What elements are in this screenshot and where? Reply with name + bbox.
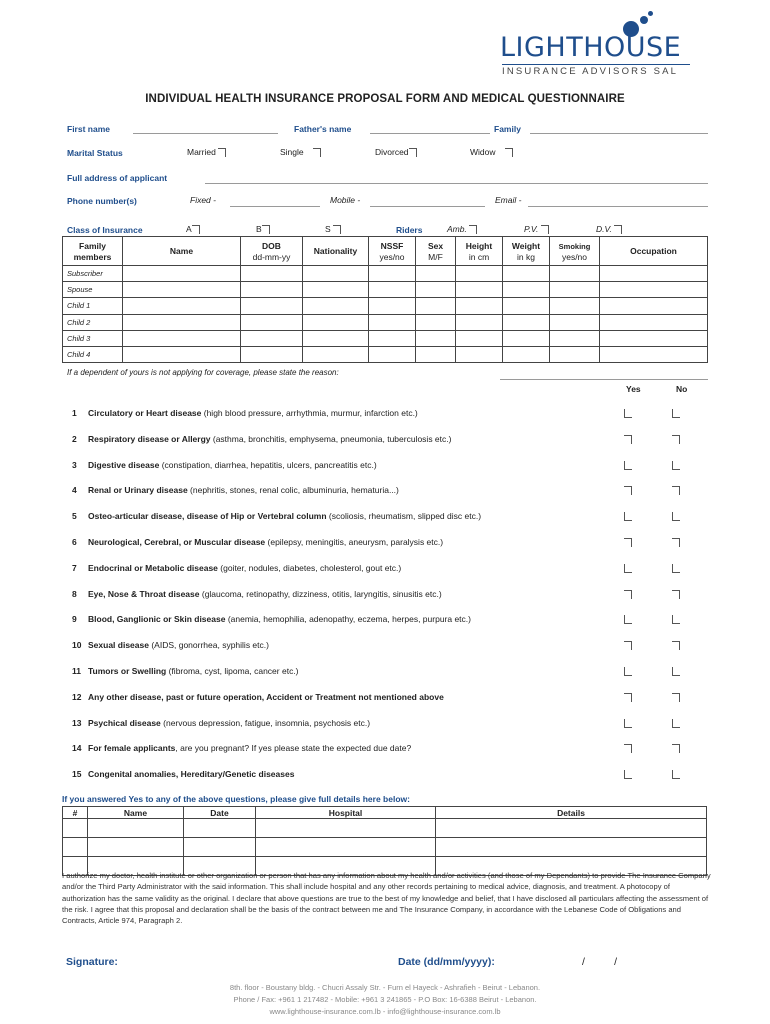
logo xyxy=(500,8,700,78)
class-b-checkbox[interactable] xyxy=(262,225,270,234)
single-option[interactable] xyxy=(280,147,321,157)
question-no-checkbox[interactable] xyxy=(672,590,680,599)
family-row[interactable] xyxy=(63,330,708,346)
family-cell[interactable] xyxy=(550,346,600,362)
question-yes-checkbox[interactable] xyxy=(624,770,632,779)
family-cell[interactable] xyxy=(303,298,369,314)
question-number: 13 xyxy=(72,717,82,728)
question-title: Osteo-articular disease, disease of Hip or Vertebral column xyxy=(88,511,327,522)
first-name-label: First name xyxy=(67,124,110,134)
family-row[interactable] xyxy=(63,346,708,362)
married-checkbox[interactable] xyxy=(218,148,226,157)
question-title: Digestive disease xyxy=(88,459,160,470)
family-member-label: Subscriber xyxy=(63,266,123,282)
question-number: 10 xyxy=(72,640,82,651)
question-yes-checkbox[interactable] xyxy=(624,512,632,521)
question-number: 9 xyxy=(72,614,77,625)
question-details: (AIDS, gonorrhea, syphilis etc.) xyxy=(148,640,269,651)
col-hash: # xyxy=(63,807,88,819)
email-field[interactable] xyxy=(528,206,708,207)
question-item xyxy=(72,743,411,753)
question-details: (asthma, bronchitis, emphysema, pneumonia, tuberculosis etc.) xyxy=(210,433,452,444)
question-yes-checkbox[interactable] xyxy=(624,486,632,495)
family-cell[interactable] xyxy=(600,282,708,298)
header-smoking-sub: yes/no xyxy=(561,251,588,262)
question-details: (high blood pressure, arrhythmia, murmur, infarction etc.) xyxy=(201,408,418,418)
question-details: (anemia, hemophilia, adenopathy, eczema, herpes, purpura etc.) xyxy=(225,614,471,625)
family-cell[interactable] xyxy=(600,266,708,282)
question-item xyxy=(72,666,299,676)
declaration-text: I authorize my doctor, health institute or other organization or person that has any information about my health and/or activities (and those of my Dependants) to provide The Insurance Company and/or the Third Party Administrator with the said information. This shall include hospital and any other records pertaining to medical advice, diagnosis, and treatment. A photocopy of authorization has the same validity as the original. I declare that above questions are true to the best of my knowledge and belief, that I have disclosed all particulars affecting the assessment of the risk. I agree that this proposal and declaration shall be the basis of the contract between me and The Insurance Company, in accordance with the Lebanese Code of Obligations and Contracts, Article 974, Paragraph 2. xyxy=(62,871,711,926)
question-yes-checkbox[interactable] xyxy=(624,615,632,624)
family-cell[interactable] xyxy=(416,314,456,330)
divorced-option[interactable] xyxy=(375,147,417,157)
question-yes-checkbox[interactable] xyxy=(624,641,632,650)
logo-subtitle: INSURANCE ADVISORS SAL xyxy=(502,66,679,77)
question-details: (scoliosis, rheumatism, slipped disc etc.) xyxy=(326,511,482,522)
footer-contact: Phone / Fax: +961 1 217482 - Mobile: +961 3 241865 - P.O Box: 16-6388 Beirut - Lebanon. xyxy=(233,995,537,1004)
family-cell[interactable] xyxy=(241,346,303,362)
family-cell[interactable] xyxy=(503,298,550,314)
details-table xyxy=(62,806,707,876)
pv-label: P.V. xyxy=(524,224,539,234)
header-members: members xyxy=(73,251,112,262)
question-yes-checkbox[interactable] xyxy=(624,719,632,728)
family-member-label: Child 1 xyxy=(63,298,123,314)
widow-checkbox[interactable] xyxy=(505,148,513,157)
question-title: Respiratory disease or Allergy xyxy=(88,433,211,444)
class-label: Class of Insurance xyxy=(67,225,143,235)
riders-label: Riders xyxy=(396,225,423,235)
family-cell[interactable] xyxy=(550,314,600,330)
footer-web: www.lighthouse-insurance.com.lb - info@lighthouse-insurance.com.lb xyxy=(269,1007,501,1016)
full-address-field[interactable] xyxy=(205,183,708,184)
family-cell[interactable] xyxy=(369,346,416,362)
family-cell[interactable] xyxy=(550,266,600,282)
family-cell[interactable] xyxy=(550,298,600,314)
col-weight xyxy=(503,237,550,266)
family-row[interactable] xyxy=(63,314,708,330)
header-sex-sub: M/F xyxy=(428,251,443,262)
col-detail-name: Name xyxy=(88,807,184,819)
details-row[interactable] xyxy=(63,819,707,838)
dv-option[interactable] xyxy=(596,224,622,234)
family-row[interactable] xyxy=(63,298,708,314)
family-cell[interactable] xyxy=(303,330,369,346)
question-item xyxy=(72,563,401,573)
header-height-sub: in cm xyxy=(468,251,490,262)
question-no-checkbox[interactable] xyxy=(672,538,680,547)
fixed-field[interactable] xyxy=(230,206,320,207)
logo-dot-small xyxy=(648,11,653,16)
details-row[interactable] xyxy=(63,838,707,857)
question-item xyxy=(72,640,269,650)
family-members-table xyxy=(62,236,708,363)
class-s-option[interactable] xyxy=(325,224,341,234)
question-details: (goiter, nodules, diabetes, cholesterol, gout etc.) xyxy=(217,562,402,573)
married-option[interactable] xyxy=(187,147,226,157)
question-number: 7 xyxy=(72,562,77,573)
family-cell[interactable] xyxy=(123,282,241,298)
question-yes-checkbox[interactable] xyxy=(624,693,632,702)
family-member-label: Child 4 xyxy=(63,346,123,362)
single-checkbox[interactable] xyxy=(313,148,321,157)
marital-status-label: Marital Status xyxy=(67,148,123,158)
question-no-checkbox[interactable] xyxy=(672,719,680,728)
question-details: (nephritis, stones, renal colic, albuminuria, hematuria...) xyxy=(187,485,399,496)
first-name-field[interactable] xyxy=(133,133,278,134)
amb-label: Amb. xyxy=(447,224,467,234)
family-cell[interactable] xyxy=(303,266,369,282)
date-label: Date (dd/mm/yyyy): xyxy=(398,956,495,968)
col-nationality: Nationality xyxy=(303,237,369,266)
single-label: Single xyxy=(280,147,304,157)
amb-checkbox[interactable] xyxy=(469,225,477,234)
form-title: INDIVIDUAL HEALTH INSURANCE PROPOSAL FORM AND MEDICAL QUESTIONNAIRE xyxy=(145,93,625,105)
col-detail-hospital: Hospital xyxy=(256,807,436,819)
question-title: Endocrinal or Metabolic disease xyxy=(88,562,218,573)
family-cell[interactable] xyxy=(503,282,550,298)
no-header: No xyxy=(676,384,688,394)
family-cell[interactable] xyxy=(456,266,503,282)
question-details: (epilepsy, meningitis, aneurysm, paralysis etc.) xyxy=(265,537,444,547)
family-cell[interactable] xyxy=(416,298,456,314)
question-no-checkbox[interactable] xyxy=(672,641,680,650)
question-item xyxy=(72,718,370,728)
question-no-checkbox[interactable] xyxy=(672,770,680,779)
family-cell[interactable] xyxy=(369,282,416,298)
col-sex xyxy=(416,237,456,266)
question-no-checkbox[interactable] xyxy=(672,435,680,444)
family-cell[interactable] xyxy=(600,298,708,314)
class-a-option[interactable] xyxy=(186,224,200,234)
family-cell[interactable] xyxy=(550,330,600,346)
fathers-name-label: Father's name xyxy=(294,124,352,134)
col-smoking xyxy=(550,237,600,266)
family-cell[interactable] xyxy=(241,314,303,330)
question-no-checkbox[interactable] xyxy=(672,667,680,676)
family-cell[interactable] xyxy=(503,266,550,282)
header-family: Family xyxy=(79,240,106,251)
question-yes-checkbox[interactable] xyxy=(624,435,632,444)
question-item xyxy=(72,614,471,624)
family-cell[interactable] xyxy=(369,298,416,314)
family-label: Family xyxy=(494,124,521,134)
question-no-checkbox[interactable] xyxy=(672,486,680,495)
family-cell[interactable] xyxy=(416,330,456,346)
question-no-checkbox[interactable] xyxy=(672,615,680,624)
family-cell[interactable] xyxy=(503,314,550,330)
family-cell[interactable] xyxy=(600,330,708,346)
family-cell[interactable] xyxy=(503,346,550,362)
question-details: (glaucoma, retinopathy, dizziness, otitis, laryngitis, sinusitis etc.) xyxy=(199,588,442,599)
family-cell[interactable] xyxy=(503,330,550,346)
full-address-label: Full address of applicant xyxy=(67,173,168,183)
question-no-checkbox[interactable] xyxy=(672,744,680,753)
family-member-label: Child 2 xyxy=(63,314,123,330)
question-number: 14 xyxy=(72,743,82,754)
header-dob-format: dd-mm-yy xyxy=(252,251,291,262)
family-cell[interactable] xyxy=(303,314,369,330)
family-cell[interactable] xyxy=(369,314,416,330)
family-cell[interactable] xyxy=(456,314,503,330)
family-cell[interactable] xyxy=(123,314,241,330)
question-item xyxy=(72,589,442,599)
married-label: Married xyxy=(187,147,216,157)
class-s-label: S xyxy=(325,224,331,234)
question-item xyxy=(72,537,443,547)
family-cell[interactable] xyxy=(303,282,369,298)
col-nssf xyxy=(369,237,416,266)
widow-option[interactable] xyxy=(470,147,513,157)
header-nssf: NSSF xyxy=(380,240,404,251)
dependent-note: If a dependent of yours is not applying for coverage, please state the reason: xyxy=(67,368,339,377)
dv-label: D.V. xyxy=(596,224,612,234)
col-name: Name xyxy=(123,237,241,266)
question-number: 4 xyxy=(72,485,77,496)
header-height: Height xyxy=(465,240,493,251)
question-number: 12 xyxy=(72,691,82,702)
logo-name: LIGHTHOUSE xyxy=(500,32,682,63)
question-item xyxy=(72,485,399,495)
question-details: (nervous depression, fatigue, insomnia, psychosis etc.) xyxy=(160,717,371,728)
signature-label: Signature: xyxy=(66,956,118,968)
family-cell[interactable] xyxy=(241,298,303,314)
question-title: Circulatory or Heart disease xyxy=(88,408,202,418)
question-title: Tumors or Swelling xyxy=(88,666,167,676)
col-family-members xyxy=(63,237,123,266)
header-sex: Sex xyxy=(427,240,444,251)
question-details: (fibroma, cyst, lipoma, cancer etc.) xyxy=(166,666,299,676)
divorced-checkbox[interactable] xyxy=(409,148,417,157)
question-yes-checkbox[interactable] xyxy=(624,538,632,547)
pv-option[interactable] xyxy=(524,224,549,234)
family-cell[interactable] xyxy=(241,282,303,298)
family-row[interactable] xyxy=(63,266,708,282)
col-height xyxy=(456,237,503,266)
details-note: If you answered Yes to any of the above questions, please give full details here below: xyxy=(62,794,410,804)
question-number: 3 xyxy=(72,459,77,470)
family-field[interactable] xyxy=(530,133,708,134)
family-cell[interactable] xyxy=(456,330,503,346)
question-title: Neurological, Cerebral, or Muscular disease xyxy=(88,537,266,547)
question-item xyxy=(72,460,377,470)
family-cell[interactable] xyxy=(456,346,503,362)
question-yes-checkbox[interactable] xyxy=(624,461,632,470)
amb-option[interactable] xyxy=(447,224,477,234)
family-cell[interactable] xyxy=(550,282,600,298)
family-cell[interactable] xyxy=(123,346,241,362)
family-cell[interactable] xyxy=(600,314,708,330)
family-member-label: Child 3 xyxy=(63,330,123,346)
question-item xyxy=(72,511,481,521)
question-yes-checkbox[interactable] xyxy=(624,564,632,573)
family-cell[interactable] xyxy=(416,282,456,298)
family-row[interactable] xyxy=(63,282,708,298)
email-label: Email - xyxy=(495,195,522,205)
mobile-label: Mobile - xyxy=(330,195,361,205)
dv-checkbox[interactable] xyxy=(614,225,622,234)
class-b-option[interactable] xyxy=(256,224,270,234)
col-detail-details: Details xyxy=(436,807,707,819)
family-cell[interactable] xyxy=(123,298,241,314)
family-cell[interactable] xyxy=(123,330,241,346)
phone-label: Phone number(s) xyxy=(67,196,137,206)
family-cell[interactable] xyxy=(369,266,416,282)
family-cell[interactable] xyxy=(416,346,456,362)
question-title: For female applicants xyxy=(88,743,176,754)
question-details: , are you pregnant? If yes please state the expected due date? xyxy=(175,743,412,754)
question-title: Congenital anomalies, Hereditary/Genetic diseases xyxy=(88,769,295,780)
header-nssf-sub: yes/no xyxy=(379,251,405,262)
widow-label: Widow xyxy=(470,147,496,157)
question-number: 1 xyxy=(72,408,77,418)
family-cell[interactable] xyxy=(456,298,503,314)
divorced-label: Divorced xyxy=(375,147,409,157)
col-detail-date: Date xyxy=(184,807,256,819)
class-b-label: B xyxy=(256,224,262,234)
question-title: Renal or Urinary disease xyxy=(88,485,188,496)
col-dob xyxy=(241,237,303,266)
family-cell[interactable] xyxy=(241,266,303,282)
question-title: Any other disease, past or future operation, Accident or Treatment not mentioned above xyxy=(88,691,444,702)
footer-address: 8th. floor - Boustany bldg. - Chucri Assaly Str. - Furn el Hayeck - Ashrafieh - Beirut - Lebanon. xyxy=(229,983,541,992)
family-cell[interactable] xyxy=(600,346,708,362)
question-item xyxy=(72,408,418,418)
question-details: (constipation, diarrhea, hepatitis, ulcers, pancreatitis etc.) xyxy=(159,459,377,470)
question-number: 8 xyxy=(72,588,77,599)
question-title: Sexual disease xyxy=(88,640,149,651)
question-title: Psychical disease xyxy=(88,717,161,728)
fathers-name-field[interactable] xyxy=(370,133,490,134)
family-cell[interactable] xyxy=(416,266,456,282)
question-number: 5 xyxy=(72,511,77,522)
question-no-checkbox[interactable] xyxy=(672,693,680,702)
question-yes-checkbox[interactable] xyxy=(624,409,632,418)
question-item xyxy=(72,769,294,779)
date-field[interactable]: / / xyxy=(582,956,618,968)
question-yes-checkbox[interactable] xyxy=(624,590,632,599)
question-no-checkbox[interactable] xyxy=(672,461,680,470)
question-item xyxy=(72,692,444,702)
family-cell[interactable] xyxy=(456,282,503,298)
question-item xyxy=(72,434,451,444)
class-a-checkbox[interactable] xyxy=(192,225,200,234)
family-member-label: Spouse xyxy=(63,282,123,298)
question-number: 2 xyxy=(72,433,77,444)
question-number: 15 xyxy=(72,769,82,780)
dependent-reason-field[interactable] xyxy=(500,379,708,380)
col-occupation: Occupation xyxy=(600,237,708,266)
question-yes-checkbox[interactable] xyxy=(624,744,632,753)
yes-header: Yes xyxy=(626,384,641,394)
question-yes-checkbox[interactable] xyxy=(624,667,632,676)
family-cell[interactable] xyxy=(241,330,303,346)
fixed-label: Fixed - xyxy=(190,195,216,205)
family-cell[interactable] xyxy=(303,346,369,362)
question-no-checkbox[interactable] xyxy=(672,564,680,573)
class-s-checkbox[interactable] xyxy=(333,225,341,234)
header-weight-sub: in kg xyxy=(517,251,535,262)
question-no-checkbox[interactable] xyxy=(672,409,680,418)
question-number: 6 xyxy=(72,537,77,547)
question-title: Blood, Ganglionic or Skin disease xyxy=(88,614,226,625)
header-dob: DOB xyxy=(262,240,281,251)
family-cell[interactable] xyxy=(123,266,241,282)
class-a-label: A xyxy=(186,224,192,234)
pv-checkbox[interactable] xyxy=(541,225,549,234)
question-no-checkbox[interactable] xyxy=(672,512,680,521)
family-cell[interactable] xyxy=(369,330,416,346)
question-title: Eye, Nose & Throat disease xyxy=(88,588,200,599)
header-smoking: Smoking xyxy=(558,241,591,251)
header-weight: Weight xyxy=(511,240,541,251)
mobile-field[interactable] xyxy=(370,206,485,207)
logo-dot-medium xyxy=(640,16,648,24)
question-number: 11 xyxy=(72,666,81,676)
